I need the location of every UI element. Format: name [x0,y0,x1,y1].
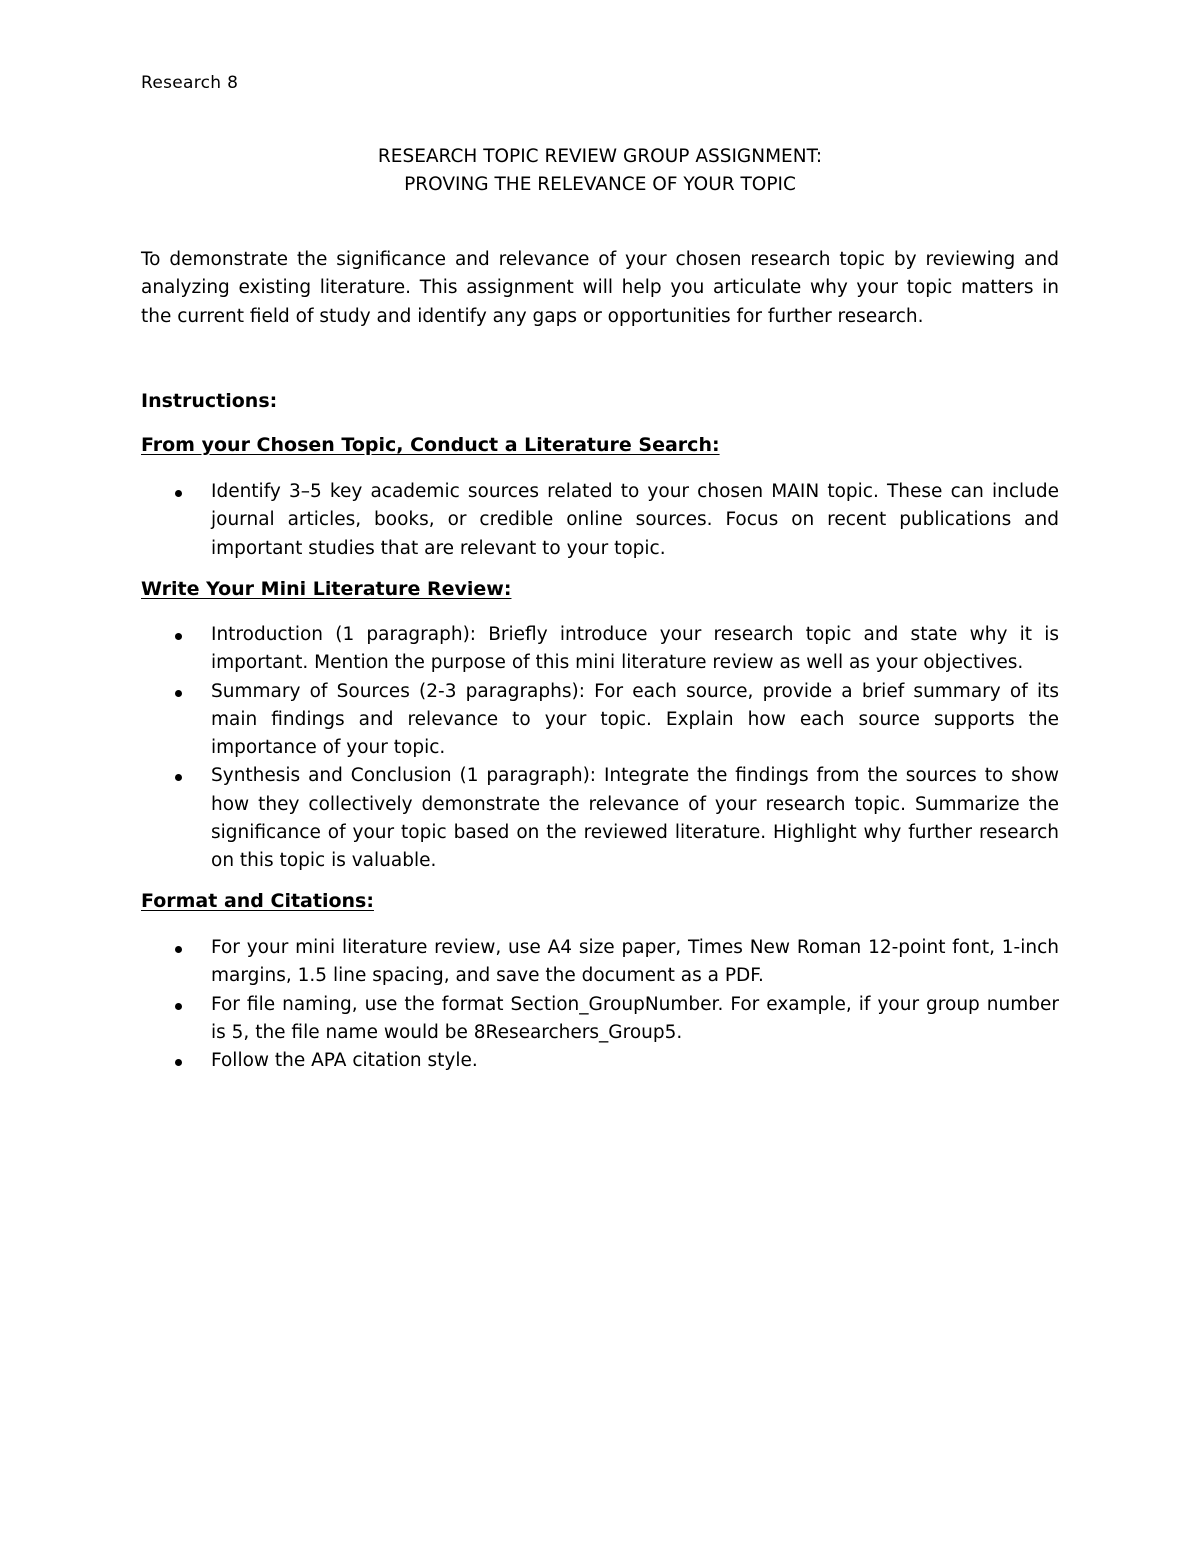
bullet-icon [175,490,182,497]
section-heading-literature-search: From your Chosen Topic, Conduct a Literature Search: [141,434,720,456]
list-item [141,478,1059,563]
section-heading-format-citations: Format and Citations: [141,890,374,912]
mini-review-list [141,621,1059,876]
list-item [141,1047,1059,1075]
list-item [141,934,1059,991]
bullet-icon [175,946,182,953]
list-item [141,678,1059,763]
bullet-icon [175,1059,182,1066]
list-item-text: Introduction (1 paragraph): Briefly introduce your research topic and state why it is important. Mention the purpose of this mini literature review as well as your objectives. [211,624,1059,674]
bullet-icon [175,774,182,781]
bullet-icon [175,633,182,640]
bullet-icon [175,690,182,697]
list-item-text: Synthesis and Conclusion (1 paragraph): Integrate the findings from the sources to show how they collectively demonstrate the relevance of your research topic. Summarize the significance of your topic based on the reviewed literature. Highlight why further research on this topic is valuable. [211,765,1059,872]
format-citations-list [141,934,1059,1075]
document-title [141,143,1059,199]
list-item [141,762,1059,875]
list-item [141,991,1059,1048]
list-item-text: For your mini literature review, use A4 size paper, Times New Roman 12-point font, 1-inch margins, 1.5 line spacing, and save the document as a PDF. [211,937,1059,987]
list-item-text: For file naming, use the format Section_GroupNumber. For example, if your group number is 5, the file name would be 8Researchers_Group5. [211,993,1059,1043]
instructions-heading: Instructions: [141,390,278,412]
intro-paragraph: To demonstrate the significance and relevance of your chosen research topic by reviewing and analyzing existing literature. This assignment will help you articulate why your topic matters in the current field of study and identify any gaps or opportunities for further research. [141,249,1059,327]
list-item [141,621,1059,678]
bullet-icon [175,1003,182,1010]
list-item-text: Identify 3–5 key academic sources related to your chosen MAIN topic. These can include journal articles, books, or credible online sources. Focus on recent publications and important studies that are relevant to your topic. [211,481,1059,559]
section-heading-mini-review: Write Your Mini Literature Review: [141,578,512,600]
title-line-1: RESEARCH TOPIC REVIEW GROUP ASSIGNMENT: [377,146,823,167]
title-line-2: PROVING THE RELEVANCE OF YOUR TOPIC [404,174,796,195]
list-item-text: Follow the APA citation style. [211,1050,478,1072]
list-item-text: Summary of Sources (2-3 paragraphs): For each source, provide a brief summary of its main findings and relevance to your topic. Explain how each source supports the importance of your topic. [211,680,1059,759]
literature-search-list [141,478,1059,563]
page-header-label: Research 8 [141,73,239,93]
